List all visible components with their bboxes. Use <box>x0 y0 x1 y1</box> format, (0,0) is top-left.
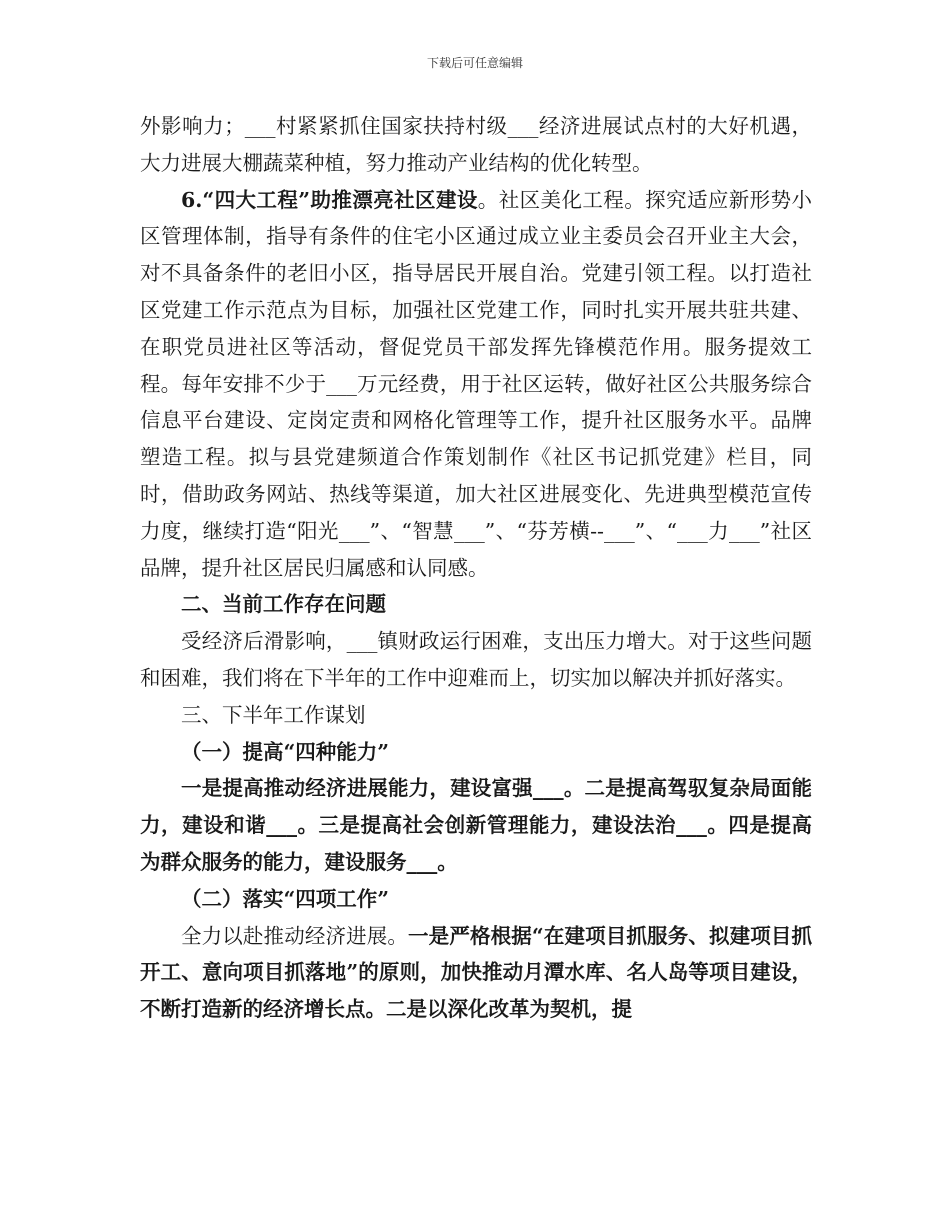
heading-subsection-1: （一）提高“四种能力” <box>181 739 390 764</box>
paragraph-2 <box>140 182 812 587</box>
heading-subsection-2: （二）落实“四项工作” <box>181 886 390 911</box>
paragraph-4: 一是提高推动经济进展能力，建设富强___。二是提高驾驭复杂局面能力，建设和谐___。三是提高社会创新管理能力，建设法治___。四是提高为群众服务的能力，建设服务___。 <box>140 776 812 874</box>
paragraph-1: 外影响力；___村紧紧抓住国家扶持村级___经济进展试点村的大好机遇，大力进展大棚蔬菜种植，努力推动产业结构的优化转型。 <box>140 114 812 175</box>
heading-section-two: 二、当前工作存在问题 <box>181 592 386 617</box>
paragraph-5-lead: 全力以赴推动经济进展。 <box>181 923 409 948</box>
paragraph-2-text: 。社区美化工程。探究适应新形势小区管理体制，指导有条件的住宅小区通过成立业主委员会召开业主大会，对不具备条件的老旧小区，指导居民开展自治。党建引领工程。以打造社区党建工作示范点为目标，加强社区党建工作，同时扎实开展共驻共建、在职党员进社区等活动，督促党员干部发挥先锋模范作用。服务提效工程。每年安排不少于___万元经费，用于社区运转，做好社区公共服务综合信息平台建设、定岗定责和网格化管理等工作，提升社区服务水平。品牌塑造工程。拟与县党建频道合作策划制作《社区书记抓党建》栏目，同时，借助政务网站、热线等渠道，加大社区进展变化、先进典型模范宣传力度，继续打造“阳光___”、“智慧___”、“芬芳横--___”、“___力___”社区品牌，提升社区居民归属感和认同感。 <box>140 187 813 580</box>
page-header-note: 下载后可任意编辑 <box>426 56 523 70</box>
paragraph-3: 受经济后滑影响，___镇财政运行困难，支出压力增大。对于这些问题和困难，我们将在下半年的工作中迎难而上，切实加以解决并抓好落实。 <box>140 629 812 690</box>
section-6-heading: 6.“四大工程”助推漂亮社区建设 <box>181 187 478 212</box>
paragraph-5 <box>140 918 812 1028</box>
heading-section-three: 三、下半年工作谋划 <box>181 702 366 727</box>
paragraph-5-bold: 一是严格根据“在建项目抓服务、拟建项目抓开工、意向项目抓落地”的原则，加快推动月潭水库、名人岛等项目建设，不断打造新的经济增长点。二是以深化改革为契机，提 <box>140 923 812 1022</box>
document-body <box>140 108 812 1028</box>
